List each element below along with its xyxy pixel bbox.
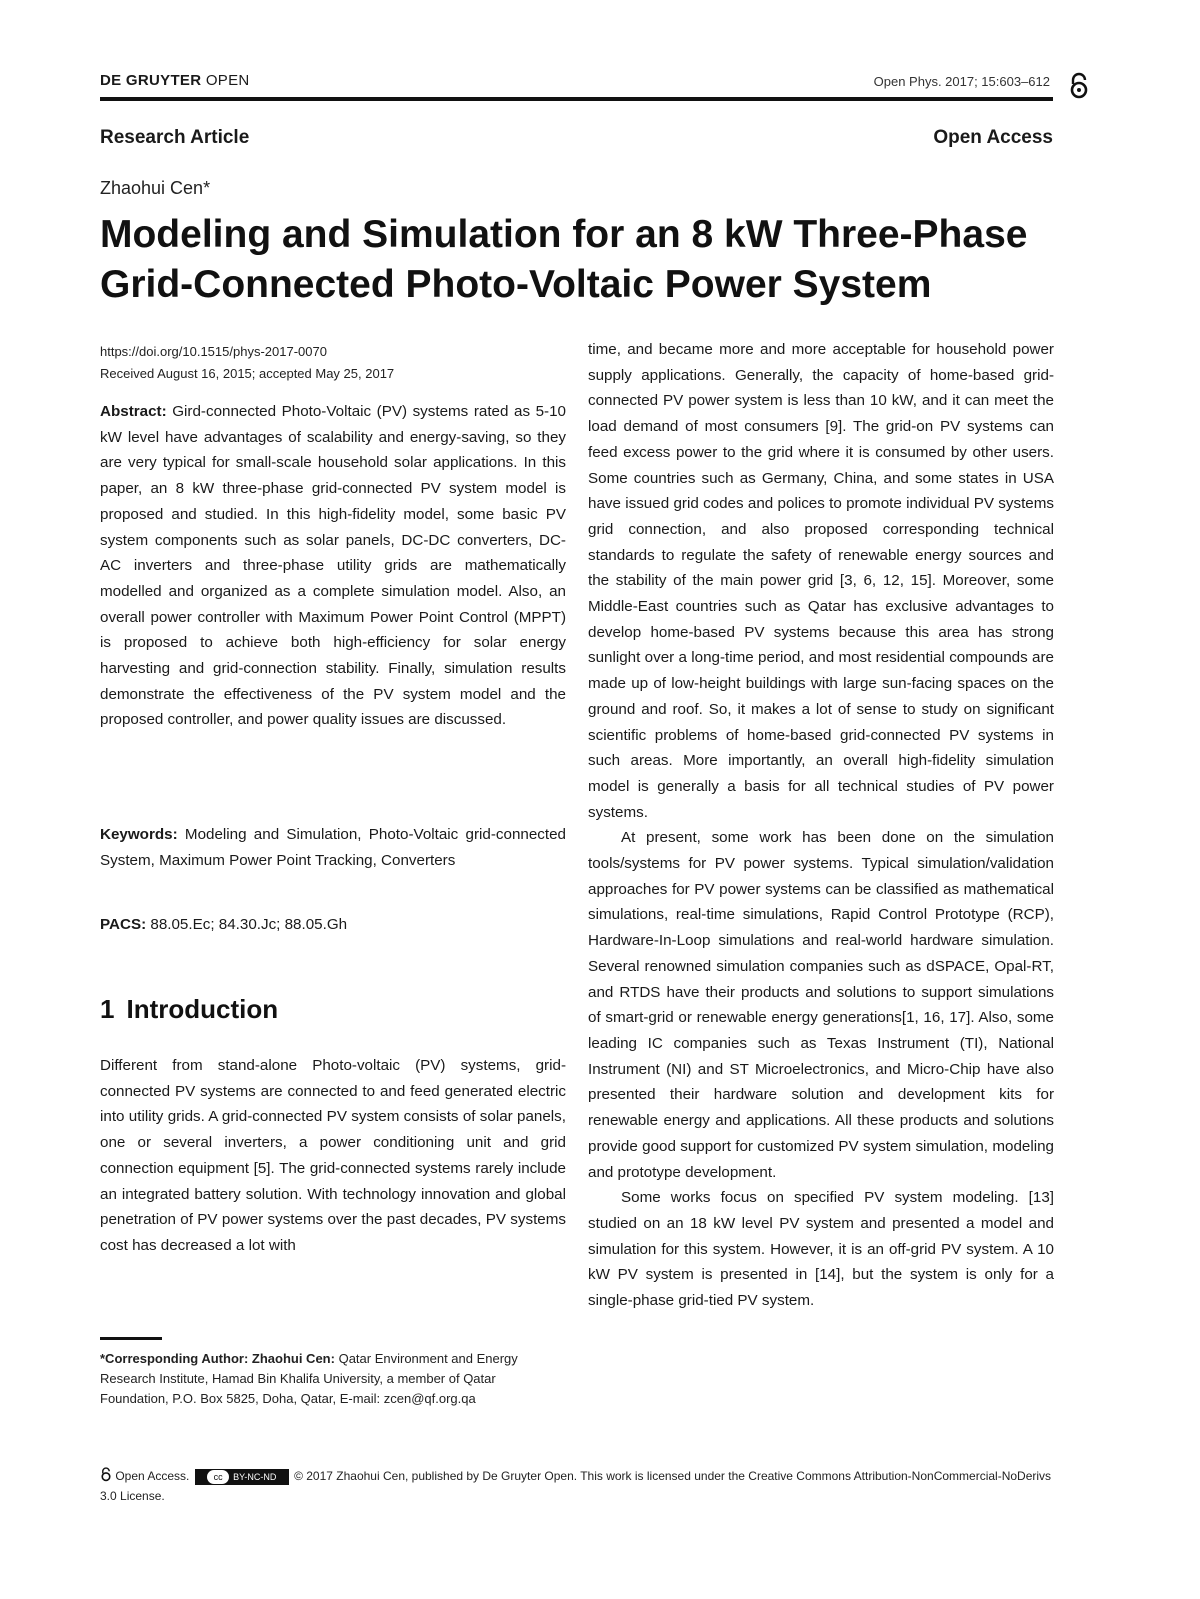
title-line-1: Modeling and Simulation for an 8 kW Three-Phase: [100, 213, 1028, 256]
footnote-rule: [100, 1337, 162, 1340]
license-notice: [100, 1466, 1060, 1506]
intro-paragraph-right-2: At present, some work has been done on the simulation tools/systems for PV power systems. Typical simulation/validation approaches for PV power systems can be classified as mathematical simulations, real-time simulations, Rapid Control Prototype (RCP), Hardware-In-Loop simulations and real-world hardware simulation. Several renowned simulation companies such as dSPACE, Opal-RT, and RTDS have their products and solutions to support simulations of smart-grid or renewable energy generations[1, 16, 17]. Also, some leading IC companies such as Texas Instrument (TI), National Instrument (NI) and ST Microelectronics, and Micro-Chip have also presented their hardware solution and development kits for renewable energy and applications. All these products and solutions provide good support for customized PV system simulation, modeling and prototype development.: [588, 829, 1054, 1181]
publisher-logo: [100, 72, 250, 89]
article-meta: [100, 341, 394, 385]
publisher-name: DE GRUYTER: [100, 72, 202, 89]
publisher-open: OPEN: [205, 72, 250, 89]
cc-badge-text: BY-NC-ND: [233, 1471, 277, 1482]
intro-paragraph-right-3: Some works focus on specified PV system modeling. [13] studied on an 18 kW level PV system and presented a model and simulation for this system. However, it is an off-grid PV system. A 10 kW PV system is presented in [14], but the system is only for a single-phase grid-tied PV system.: [588, 1189, 1054, 1310]
cc-license-badge[interactable]: [195, 1469, 289, 1485]
pacs-label: PACS:: [100, 916, 147, 933]
footnote: [100, 1349, 560, 1409]
intro-paragraph-left: Different from stand-alone Photo-voltaic (PV) systems, grid-connected PV systems are connected to and feed generated electric into utility grids. A grid-connected PV system consists of solar panels, one or several inverters, a power conditioning unit and grid connection equipment [5]. The grid-connected systems rarely include an integrated battery solution. With technology innovation and global penetration of PV power systems over the past decades, PV systems cost has decreased a lot with: [100, 1057, 566, 1254]
abstract-label: Abstract:: [100, 403, 167, 420]
intro-paragraph-right-1: time, and became more and more acceptable for household power supply applications. Generally, the capacity of home-based grid-connected PV power system is less than 10 kW, and it can meet the load demand of most consumers [9]. The grid-on PV systems can feed excess power to the grid where it is consumed by other users. Some countries such as Germany, China, and some states in USA have issued grid codes and polices to promote individual PV systems grid connection, and also proposed corresponding technical standards to regulate the safety of renewable energy sources and the stability of the main power grid [3, 6, 12, 15]. Moreover, some Middle-East countries such as Qatar has exclusive advantages to develop home-based PV systems because this area has strong sunlight over a long-time period, and most residential compounds are made up of low-height buildings with large sun-facing spaces on the ground and roof. So, it makes a lot of sense to study on significant scientific problems of home-based grid-connected PV systems in such areas. More importantly, an overall high-fidelity simulation model is generally a basis for all technical studies of PV power systems.: [588, 341, 1054, 821]
right-column: [588, 337, 1054, 1314]
keywords-text: Modeling and Simulation, Photo-Voltaic grid-connected System, Maximum Power Point Tracking, Converters: [100, 826, 566, 869]
pacs: [100, 912, 566, 938]
title-line-2: Grid-Connected Photo-Voltaic Power System: [100, 263, 932, 306]
abstract-text: Gird-connected Photo-Voltaic (PV) systems rated as 5-10 kW level have advantages of scalability and energy-saving, so they are very typical for small-scale household solar applications. In this paper, an 8 kW three-phase grid-connected PV system model is proposed and studied. In this high-fidelity model, some basic PV system components such as solar panels, DC-DC converters, DC-AC inverters and three-phase utility grids are mathematically modelled and organized as a complete simulation model. Also, an overall power controller with Maximum Power Point Control (MPPT) is proposed to achieve both high-efficiency for solar energy harvesting and grid-connection stability. Finally, simulation results demonstrate the effectiveness of the PV system model and the proposed controller, and power quality issues are discussed.: [100, 403, 566, 729]
cc-icon: cc: [207, 1470, 229, 1484]
license-text: © 2017 Zhaohui Cen, published by De Gruyter Open. This work is licensed under the Creative Commons Attribution-NonCommercial-NoDerivs 3.0 License.: [100, 1469, 1052, 1503]
article-type: Research Article: [100, 127, 250, 148]
pacs-text: 88.05.Ec; 84.30.Jc; 88.05.Gh: [150, 916, 348, 933]
keywords-label: Keywords:: [100, 826, 178, 843]
open-access-icon: [1068, 72, 1090, 100]
article-title: [100, 210, 1100, 310]
abstract: [100, 399, 566, 733]
section-number: 1: [100, 994, 115, 1024]
open-access-small-icon: [100, 1467, 112, 1482]
license-open-access: Open Access.: [115, 1469, 190, 1483]
footnote-text: Qatar Environment and Energy Research Institute, Hamad Bin Khalifa University, a member of Qatar Foundation, P.O. Box 5825, Doha, Qatar, E-mail: zcen@qf.org.qa: [100, 1351, 518, 1406]
section-title: Introduction: [126, 994, 279, 1024]
open-access-label: Open Access: [933, 127, 1053, 148]
footnote-label: *Corresponding Author: Zhaohui Cen:: [100, 1351, 335, 1366]
received-dates: Received August 16, 2015; accepted May 25, 2017: [100, 366, 395, 381]
header-rule: [100, 97, 1053, 101]
section-heading: [100, 994, 278, 1025]
author-name: Zhaohui Cen*: [100, 178, 211, 198]
keywords: [100, 822, 566, 873]
doi-link[interactable]: https://doi.org/10.1515/phys-2017-0070: [100, 344, 327, 359]
journal-reference: Open Phys. 2017; 15:603–612: [873, 74, 1050, 89]
